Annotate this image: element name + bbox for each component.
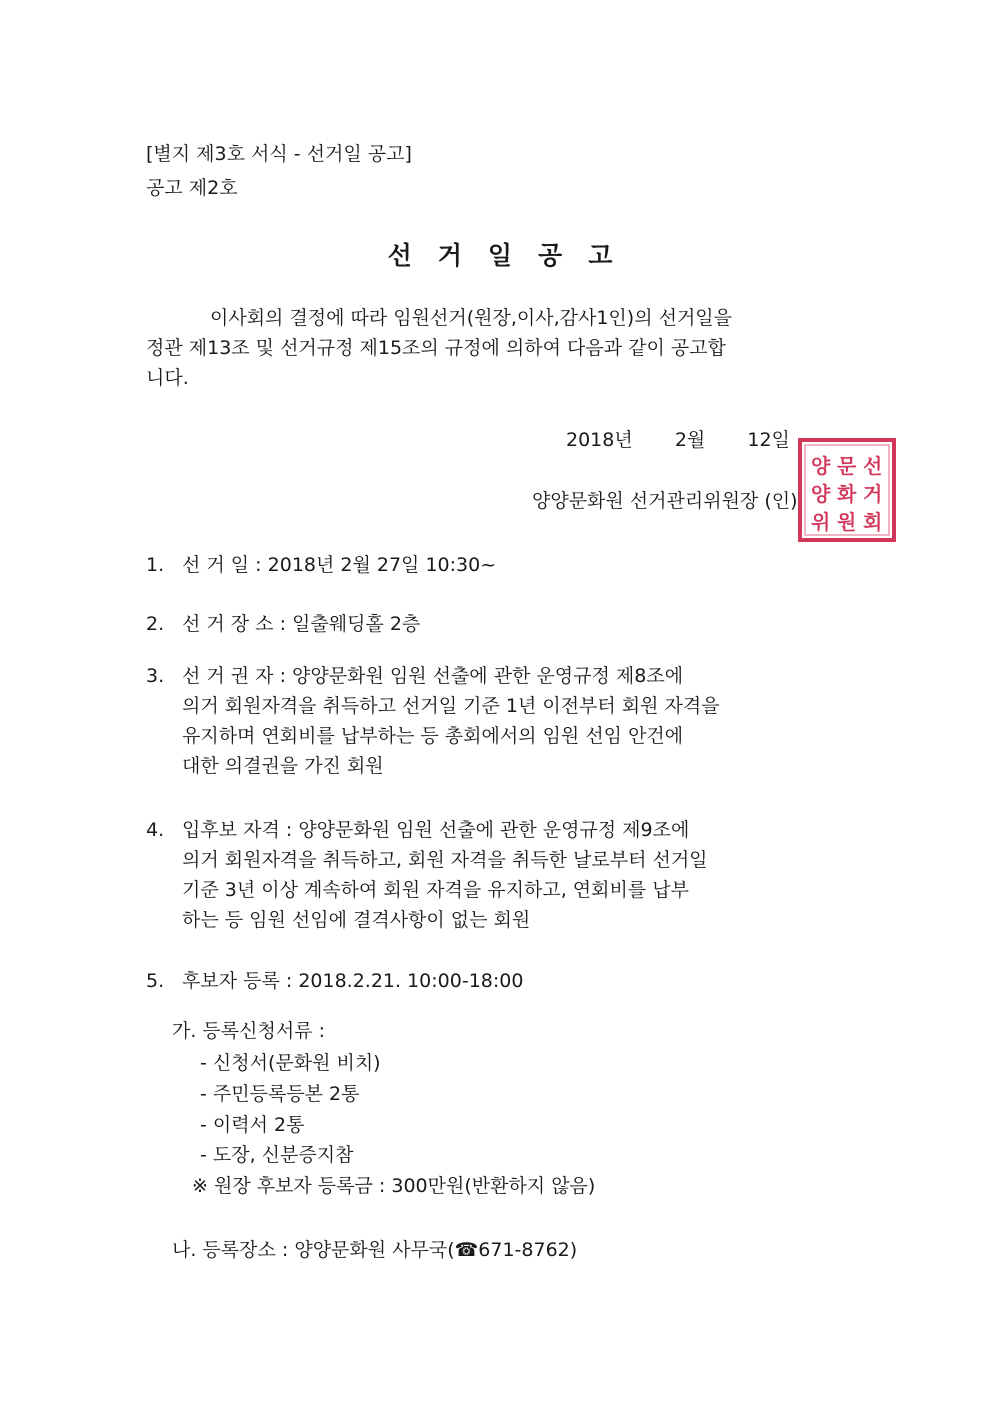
item-candidate-eligibility xyxy=(146,815,858,935)
intro-line-3: 니다. xyxy=(146,367,189,389)
svg-text:회: 회 xyxy=(863,510,883,534)
item-label: 입후보 자격 : xyxy=(182,819,293,841)
item-number: 3. xyxy=(146,665,165,687)
official-seal-stamp xyxy=(797,437,897,543)
registration-documents-label: 가. 등록신청서류 : xyxy=(172,1020,325,1042)
item-line: 양양문화원 임원 선출에 관한 운영규정 제8조에 xyxy=(292,665,684,687)
item-election-venue xyxy=(146,609,858,639)
item-line: 유지하며 연회비를 납부하는 등 총회에서의 임원 선임 안건에 xyxy=(182,725,684,747)
date-day: 12일 xyxy=(747,429,790,451)
item-number: 1. xyxy=(146,554,165,576)
item-line: 양양문화원 임원 선출에 관한 운영규정 제9조에 xyxy=(298,819,690,841)
document-item: - 신청서(문화원 비치) xyxy=(200,1052,381,1074)
item-value: 2018.2.21. 10:00-18:00 xyxy=(298,970,524,992)
intro-line-1: 이사회의 결정에 따라 임원선거(원장,이사,감사1인)의 선거일을 xyxy=(210,307,733,329)
item-value: 2018년 2월 27일 10:30~ xyxy=(267,554,497,576)
item-line: 의거 회원자격을 취득하고, 회원 자격을 취득한 날로부터 선거일 xyxy=(182,849,708,871)
date-month: 2월 xyxy=(674,429,706,451)
item-label: 후보자 등록 : xyxy=(182,970,293,992)
svg-text:위: 위 xyxy=(811,510,831,534)
page-title: 선거일공고 xyxy=(387,241,639,270)
notice-date xyxy=(566,427,790,453)
registration-fee-note: ※ 원장 후보자 등록금 : 300만원(반환하지 않음) xyxy=(192,1175,596,1197)
item-value: 일출웨딩홀 2층 xyxy=(292,613,421,635)
item-number: 2. xyxy=(146,613,165,635)
document-item: - 도장, 신분증지참 xyxy=(200,1144,354,1166)
registration-place-value: 양양문화원 사무국(☎671-8762) xyxy=(294,1239,578,1261)
intro-paragraph xyxy=(146,303,858,393)
svg-text:양: 양 xyxy=(811,482,831,506)
registration-place xyxy=(172,1237,577,1263)
document-item: - 주민등록등본 2통 xyxy=(200,1083,360,1105)
registration-place-label: 나. 등록장소 : xyxy=(172,1239,289,1261)
item-candidate-registration xyxy=(146,966,858,996)
svg-text:원: 원 xyxy=(837,510,857,534)
item-label: 선 거 장 소 : xyxy=(182,613,286,635)
item-voters xyxy=(146,661,858,781)
item-label: 선 거 일 : xyxy=(182,554,262,576)
date-year: 2018년 xyxy=(566,429,633,451)
item-line: 의거 회원자격을 취득하고 선거일 기준 1년 이전부터 회원 자격을 xyxy=(182,695,720,717)
item-line: 하는 등 임원 선임에 결격사항이 없는 회원 xyxy=(182,909,531,931)
issuer-name: 양양문화원 선거관리위원장 xyxy=(532,490,759,512)
svg-text:거: 거 xyxy=(863,482,883,506)
item-number: 4. xyxy=(146,819,165,841)
svg-text:선: 선 xyxy=(863,454,883,478)
seal-mark: (인) xyxy=(764,490,798,512)
form-label: [별지 제3호 서식 - 선거일 공고] xyxy=(146,143,412,165)
item-label: 선 거 권 자 : xyxy=(182,665,286,687)
issuer xyxy=(532,488,798,514)
item-election-date xyxy=(146,550,858,580)
intro-line-2: 정관 제13조 및 선거규정 제15조의 규정에 의하여 다음과 같이 공고합 xyxy=(146,337,726,359)
svg-text:양: 양 xyxy=(811,454,831,478)
svg-text:문: 문 xyxy=(837,454,857,478)
svg-text:화: 화 xyxy=(837,482,857,506)
document-item: - 이력서 2통 xyxy=(200,1114,305,1136)
item-number: 5. xyxy=(146,970,165,992)
notice-number: 공고 제2호 xyxy=(146,177,238,199)
item-line: 기준 3년 이상 계속하여 회원 자격을 유지하고, 연회비를 납부 xyxy=(182,879,689,901)
item-line: 대한 의결권을 가진 회원 xyxy=(182,755,384,777)
